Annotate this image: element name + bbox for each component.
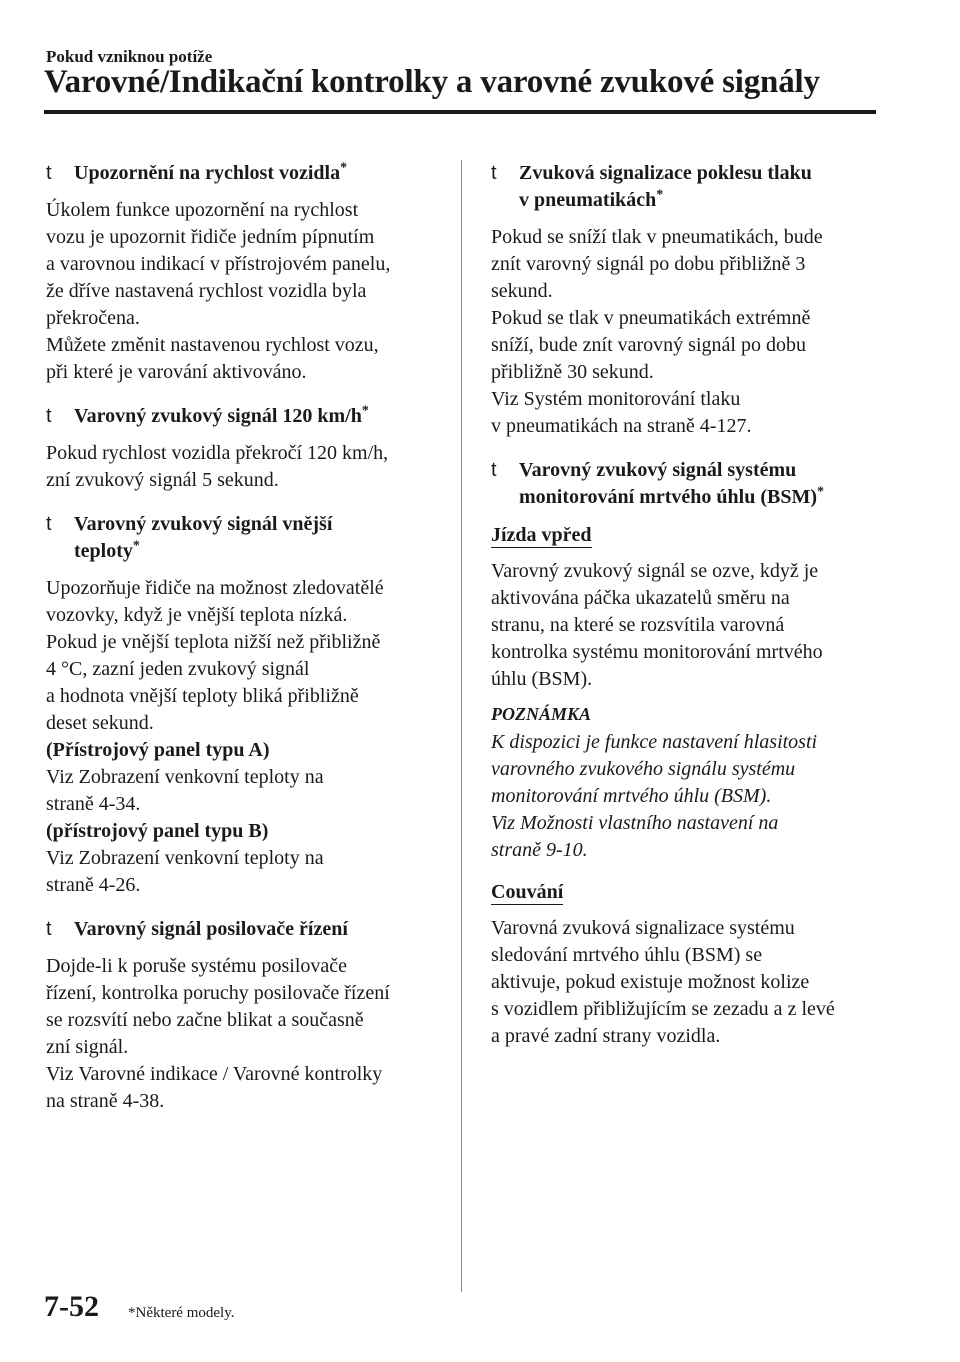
note-label: POZNÁMKA bbox=[491, 704, 592, 724]
right-column bbox=[491, 160, 886, 1050]
section-heading bbox=[46, 160, 444, 187]
left-column bbox=[46, 160, 444, 1115]
section-heading-text: Upozornění na rychlost vozidla bbox=[74, 162, 341, 184]
note-text: K dispozici je funkce nastavení hlasitosti varovného zvukového signálu systému monitorování mrtvého úhlu (BSM). Viz Možnosti vlastního nastavení na straně 9-10. bbox=[491, 731, 818, 861]
footnote: *Některé modely. bbox=[128, 1305, 235, 1321]
section-text: Pokud rychlost vozidla překročí 120 km/h, zní zvukový signál 5 sekund. bbox=[46, 442, 389, 491]
asterisk-icon: * bbox=[656, 187, 664, 203]
section-text: Pokud se sníží tlak v pneumatikách, bude znít varovný signál po dobu přibližně 3 sekund. Pokud se tlak v pneumatikách extrémně sníží, bude znít varovný signál po dobu přibližně 30 sekund. Viz Systém monitorování tlaku v pneumatikách na straně 4-127. bbox=[491, 226, 823, 437]
subsection-title: Couvání bbox=[491, 881, 564, 903]
section-text: Úkolem funkce upozornění na rychlost vozu je upozornit řidiče jedním pípnutím a varovnou indikací v přístrojovém panelu, že dříve nastavená rychlost vozidla byla překročena. Můžete změnit nastavenou rychlost vozu, při které je varování aktivováno. bbox=[46, 199, 391, 383]
cross-reference: Viz Zobrazení venkovní teploty na straně 4-26. bbox=[46, 847, 324, 896]
panel-type-label: (přístrojový panel typu B) bbox=[46, 820, 269, 842]
bullet-icon: t bbox=[46, 513, 52, 535]
asterisk-icon: * bbox=[132, 538, 140, 554]
section-heading-text: Varovný zvukový signál vnější bbox=[74, 513, 333, 535]
section-text: Dojde-li k poruše systému posilovače řízení, kontrolka poruchy posilovače řízení se rozsvítí nebo začne blikat a současně zní signál. Viz Varovné indikace / Varovné kontrolky na straně 4-38. bbox=[46, 955, 390, 1112]
section-heading-text: monitorování mrtvého úhlu (BSM) bbox=[519, 486, 817, 508]
bullet-icon: t bbox=[491, 162, 497, 184]
section-text: Varovný zvukový signál se ozve, když je aktivována páčka ukazatelů směru na stranu, na které se rozsvítila varovná kontrolka systému monitorování mrtvého úhlu (BSM). bbox=[491, 560, 823, 690]
bullet-icon: t bbox=[46, 405, 52, 427]
title-rule bbox=[44, 110, 876, 114]
section-heading-text: Varovný signál posilovače řízení bbox=[74, 918, 348, 940]
chapter-label: Pokud vzniknou potíže bbox=[46, 47, 213, 66]
section-heading-text: Zvuková signalizace poklesu tlaku bbox=[519, 162, 812, 184]
panel-type-label: (Přístrojový panel typu A) bbox=[46, 739, 270, 761]
section-heading bbox=[46, 403, 444, 430]
subsection-title: Jízda vpřed bbox=[491, 524, 592, 546]
bullet-icon: t bbox=[491, 459, 497, 481]
cross-reference: Viz Zobrazení venkovní teploty na straně 4-34. bbox=[46, 766, 324, 815]
section-heading bbox=[491, 457, 886, 511]
section-heading bbox=[491, 160, 886, 214]
section-heading-text: v pneumatikách bbox=[519, 189, 657, 211]
bullet-icon: t bbox=[46, 918, 52, 940]
section-heading-text: Varovný zvukový signál systému bbox=[519, 459, 797, 481]
page-number: 7-52 bbox=[44, 1290, 99, 1323]
column-divider bbox=[461, 160, 462, 1292]
asterisk-icon: * bbox=[361, 403, 369, 419]
section-text: Upozorňuje řidiče na možnost zledovatělé vozovky, když je vnější teplota nízká. Pokud je vnější teplota nižší než přibližně 4 °C, zazní jeden zvukový signál a hodnota vnější teploty bliká přibližně deset sekund. bbox=[46, 577, 384, 734]
asterisk-icon: * bbox=[816, 484, 824, 500]
bullet-icon: t bbox=[46, 162, 52, 184]
asterisk-icon: * bbox=[340, 160, 348, 176]
section-heading-text: Varovný zvukový signál 120 km/h bbox=[74, 405, 362, 427]
page-title: Varovné/Indikační kontrolky a varovné zvukové signály bbox=[44, 64, 820, 100]
section-text: Varovná zvuková signalizace systému sledování mrtvého úhlu (BSM) se aktivuje, pokud existuje možnost kolize s vozidlem přibližujícím se zezadu a z levé a pravé zadní strany vozidla. bbox=[491, 917, 835, 1047]
section-heading bbox=[46, 916, 444, 943]
section-heading bbox=[46, 511, 444, 565]
section-heading-text: teploty bbox=[74, 540, 133, 562]
